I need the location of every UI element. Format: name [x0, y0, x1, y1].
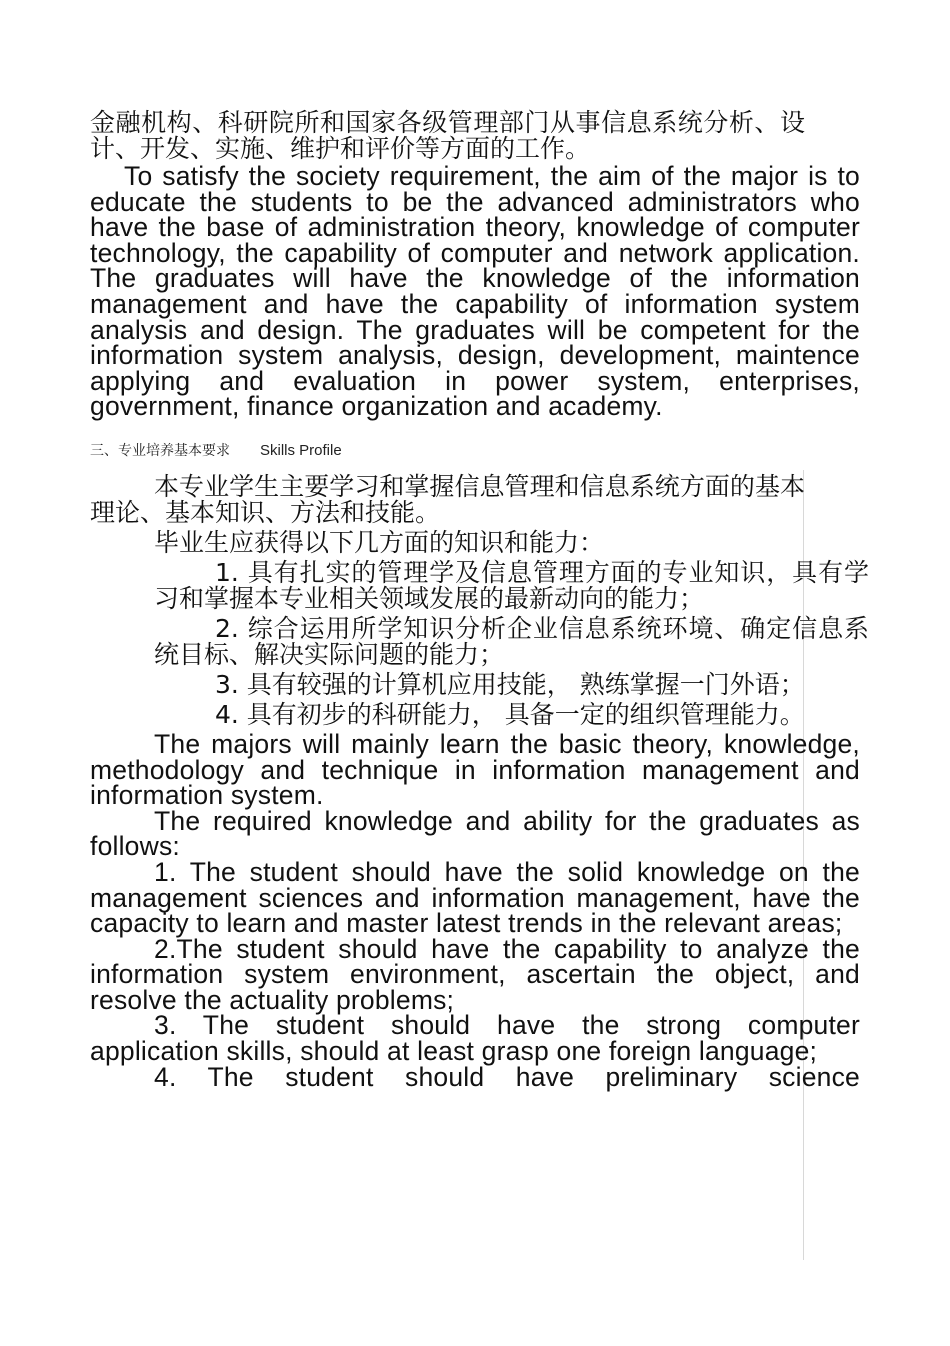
intro-zh-paragraph: 金融机构、科研院所和国家各级管理部门从事信息系统分析、设计、开发、实施、维护和评价等方面的工作。 — [90, 108, 805, 163]
skills-zh-item: 4. 具有初步的科研能力， 具备一定的组织管理能力。 — [215, 699, 805, 729]
skills-zh-item: 2. 综合运用所学知识分析企业信息系统环境、确定信息系统目标、解决实际问题的能力； — [154, 613, 869, 669]
skills-zh-intro: 本专业学生主要学习和掌握信息管理和信息系统方面的基本理论、基本知识、方法和技能。 — [90, 471, 805, 527]
skills-zh-lead: 毕业生应获得以下几方面的知识和能力： — [154, 527, 605, 557]
skills-en-item: 3. The student should have the strong computer application skills, should at least grasp one foreign language; — [90, 1010, 860, 1067]
skills-en-lead: The required knowledge and ability for the graduates as follows: — [90, 805, 860, 862]
skills-zh-item: 3. 具有较强的计算机应用技能， 熟练掌握一门外语； — [215, 669, 805, 699]
skills-zh-list — [90, 557, 869, 729]
section-heading-en: Skills Profile — [260, 441, 342, 459]
skills-en-item: 2.The student should have the capability to analyze the information system environment, ascertain the object, and resolve the actuality problems; — [90, 933, 860, 1015]
skills-en-list — [90, 856, 860, 1092]
skills-en-item: 4. The student should have preliminary science — [154, 1061, 860, 1092]
skills-en-intro: The majors will mainly learn the basic theory, knowledge, methodology and technique in information management and information system. — [90, 728, 860, 811]
section-heading-zh: 三、专业培养基本要求 — [90, 442, 230, 459]
skills-zh-item: 1. 具有扎实的管理学及信息管理方面的专业知识，具有学习和掌握本专业相关领域发展的最新动向的能力； — [154, 557, 869, 613]
section-heading — [90, 440, 860, 462]
intro-en-paragraph: To satisfy the society requirement, the aim of the major is to educate the students to be the advanced administrators who have the base of administration theory, knowledge of computer technology, the capability of computer and network application. The graduates will have the knowledge of the information management and have the capability of information system analysis and design. The graduates will be competent for the information system analysis, design, development, maintence applying and evaluation in power system, enterprises, government, finance organization and academy. — [90, 161, 860, 422]
document-body — [90, 108, 869, 1092]
skills-en-item: 1. The student should have the solid knowledge on the management sciences and information management, have the capacity to learn and master latest trends in the relevant areas; — [90, 856, 860, 939]
